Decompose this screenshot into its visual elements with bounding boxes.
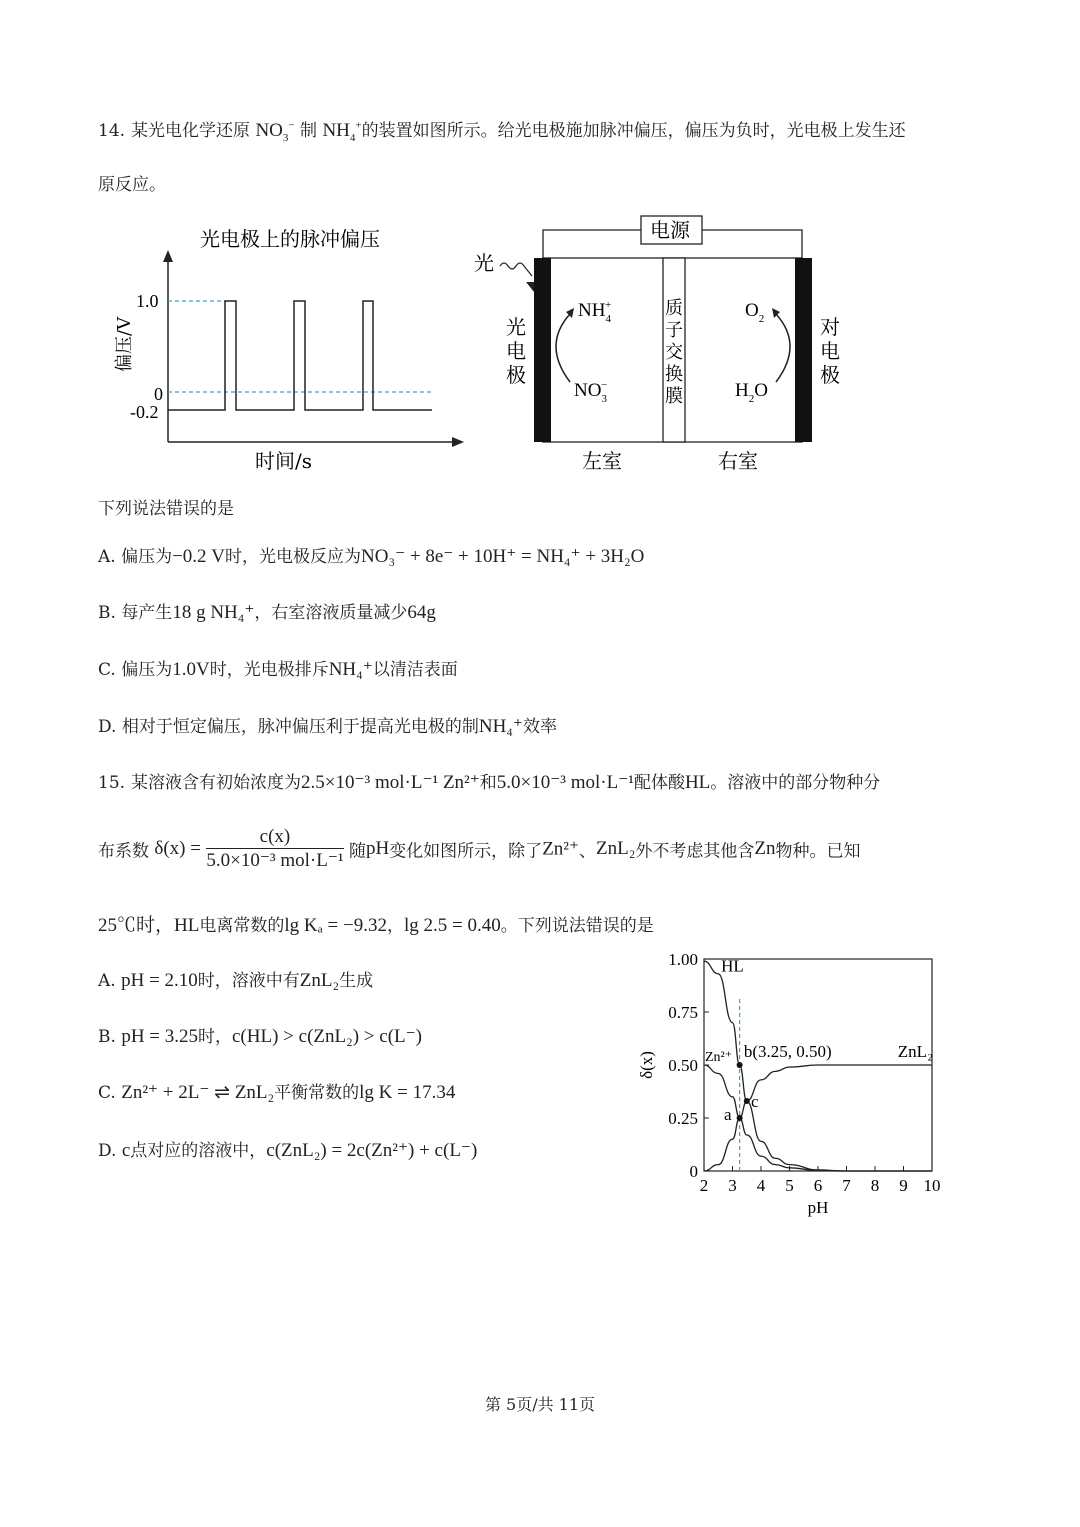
y-tick-label: 0.50 [668,1056,698,1075]
annotation-b: b(3.25, 0.50) [743,1042,832,1061]
x-tick-label: 4 [756,1176,766,1195]
counter-electrode [795,258,812,442]
light-wave-icon [500,263,532,276]
x-tick-label: 2 [699,1176,709,1195]
left-room-label: 左室 [582,449,622,473]
no3-formula: $NO_3^-$ [255,119,295,144]
photo-electrode [534,258,551,442]
pulse-bias-plot [110,220,480,480]
tick-lo: -0.2 [130,402,159,422]
x-axis-label: pH [807,1198,829,1217]
fraction: c(x) 5.0×10⁻³ mol·L⁻¹ [206,826,344,871]
svg-text:质: 质 [665,298,683,319]
point-b [737,1062,743,1068]
q15-stem-line3: 25℃时，HL电离常数的lg Kₐ = −9.32，lg 2.5 = 0.40。下列说法错误的是 [98,915,654,936]
series-label-zn: Zn²⁺ [705,1050,733,1065]
q14-stem-b: 制 [300,121,318,141]
series-label-znl2: ZnL₂ [897,1042,934,1061]
pulse-plot-xlabel: 时间/s [255,449,313,473]
power-source-label: 电源 [650,218,690,242]
x-tick-label: 5 [785,1176,794,1195]
x-tick-label: 8 [870,1176,880,1195]
nh4-formula: $NH_4^+$ [322,119,362,144]
q14-option-a[interactable]: A. 偏压为−0.2 V时，光电极反应为NO₃⁻ + 8e⁻ + 10H⁺ = NH₄⁺ + 3H₂O [98,546,645,567]
svg-text:子: 子 [665,320,683,341]
svg-text:对: 对 [820,315,840,339]
q14-number: 14. [98,121,126,141]
q15-option-b[interactable]: B. pH = 3.25时，c(HL) > c(ZnL₂) > c(L⁻) [98,1026,422,1047]
q15-option-a[interactable]: A. pH = 2.10时，溶液中有ZnL₂生成 [98,970,374,991]
h2o-species: $H_2O$ [735,380,768,405]
q14-prompt: 下列说法错误的是 [98,499,234,519]
q15-option-d[interactable]: D. c点对应的溶液中，c(ZnL₂) = 2c(Zn²⁺) + c(L⁻) [98,1140,478,1161]
x-tick-label: 3 [728,1176,737,1195]
svg-text:换: 换 [665,364,683,385]
y-tick-label: 1.00 [668,950,698,969]
point-a [737,1115,743,1121]
y-tick-label: 0.25 [668,1109,698,1128]
nh4-species: $NH_4+$ [578,299,612,325]
y-tick-label: 0 [689,1162,698,1181]
q15-option-c[interactable]: C. Zn²⁺ + 2L⁻ ⇌ ZnL₂平衡常数的lg K = 17.34 [98,1082,456,1103]
counter-electrode-label [820,315,840,387]
q14-option-d[interactable]: D. 相对于恒定偏压，脉冲偏压利于提高光电极的制NH₄⁺效率 [98,716,557,737]
svg-text:膜: 膜 [665,386,683,407]
q14-stem-line1 [98,116,906,142]
distribution-chart [630,945,960,1225]
q15-stem-line1: 15. 某溶液含有初始浓度为2.5×10⁻³ mol·L⁻¹ Zn²⁺和5.0×10⁻³ mol·L⁻¹配体酸HL。溶液中的部分物种分 [98,772,881,793]
point-c [744,1098,750,1104]
series-label-hl: HL [721,956,744,976]
q14-option-c[interactable]: C. 偏压为1.0V时，光电极排斥NH₄⁺以清洁表面 [98,659,458,680]
light-label: 光 [474,251,494,275]
q14-stem-a: 某光电化学还原 [131,121,251,141]
svg-text:极: 极 [506,363,526,387]
no3-species: $NO_3-$ [574,379,608,405]
q14-stem-line2: 原反应。 [98,175,166,195]
pulse-plot-ylabel: 偏压/V [114,316,135,372]
o2-species: $O_2$ [745,300,765,325]
svg-text:极: 极 [820,363,840,387]
y-tick-label: 0.75 [668,1003,698,1022]
pulse-plot-title: 光电极上的脉冲偏压 [200,227,380,251]
q15-stem-line2: 布系数 δ(x) = c(x) 5.0×10⁻³ mol·L⁻¹ 随pH变化如图所示，除了Zn²⁺、ZnL₂外不考虑其他含Zn物种。已知 [98,826,861,871]
tick-zero: 0 [154,384,163,404]
tick-hi: 1.0 [136,291,159,311]
y-axis-label: δ(x) [637,1051,656,1079]
cell-diagram [470,210,850,480]
q14-stem-c: 的装置如图所示。给光电极施加脉冲偏压，偏压为负时，光电极上发生还 [361,121,906,141]
svg-text:交: 交 [665,342,683,363]
photo-electrode-label [506,315,526,387]
x-tick-label: 7 [842,1176,851,1195]
annotation-c: c [751,1092,759,1112]
membrane-label [665,298,683,407]
page-footer: 第 5页/共 11页 [484,1395,596,1414]
svg-text:电: 电 [820,339,840,363]
q14-option-b[interactable]: B. 每产生18 g NH₄⁺，右室溶液质量减少64g [98,602,436,623]
svg-text:电: 电 [506,339,526,363]
annotation-a: a [723,1105,732,1124]
svg-text:光: 光 [506,315,526,339]
x-tick-label: 9 [899,1176,908,1195]
x-tick-label: 6 [813,1176,823,1195]
x-tick-label: 10 [923,1176,941,1195]
right-room-label: 右室 [718,449,758,473]
